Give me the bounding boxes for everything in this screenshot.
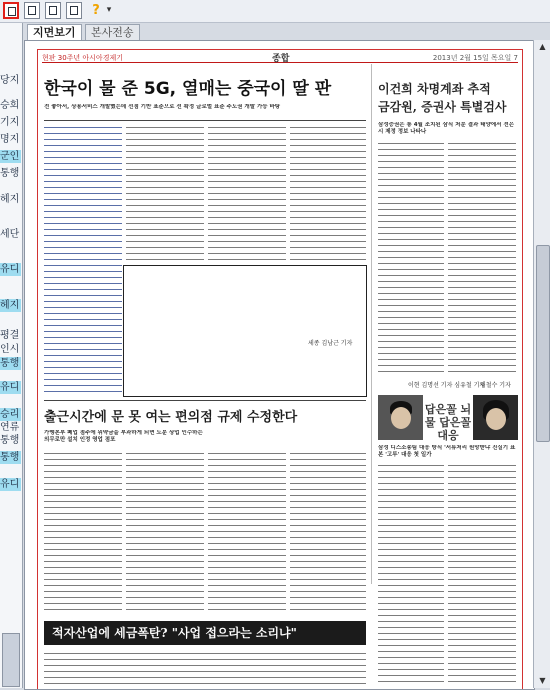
scrollbar-thumb[interactable] <box>536 245 550 442</box>
article-column <box>290 450 366 615</box>
right-subhead: 삼성증권은 통 4월 조치된 삼식 처분 결과 태양에서 전은 시 제정 정보 나타나 <box>378 122 515 135</box>
page-view-icon[interactable] <box>45 2 61 19</box>
list-item[interactable]: 인시 <box>0 344 20 355</box>
photo-portrait-left <box>378 395 423 440</box>
article-column <box>378 140 444 375</box>
list-item[interactable]: 승희 <box>0 100 20 111</box>
single-page-icon[interactable] <box>3 2 19 19</box>
list-item[interactable]: 군인 <box>0 151 20 162</box>
tab-bar <box>27 24 527 39</box>
tab-send[interactable]: 본사전송 <box>85 24 140 40</box>
scroll-up-icon[interactable]: ▲ <box>539 42 546 51</box>
double-page-icon[interactable] <box>24 2 40 19</box>
article-column <box>378 462 444 687</box>
list-item[interactable]: 유디 <box>0 264 20 275</box>
newspaper-page <box>37 49 523 690</box>
list-item[interactable]: 유디 <box>0 382 20 393</box>
article-column <box>126 124 204 262</box>
list-item[interactable]: 통행 <box>0 435 20 446</box>
article-column <box>44 124 122 394</box>
list-item[interactable]: 세단 <box>0 229 20 240</box>
divider <box>44 400 366 401</box>
article-column <box>44 650 366 688</box>
list-item[interactable]: 기지 <box>0 117 20 128</box>
byline: 세종 김남근 기자 <box>308 340 353 347</box>
right-headline-2[interactable]: 금감원, 증권사 특별검사 <box>378 100 507 114</box>
photo-caption-quote: 답은꼴 뇌물 답은꼴 대응 <box>424 403 472 442</box>
article-column <box>44 450 122 615</box>
masthead-left: 현판 30주년 아시아경제기 <box>42 54 123 62</box>
list-item[interactable]: 명지 <box>0 134 20 145</box>
scroll-down-icon[interactable]: ▼ <box>539 676 546 685</box>
bottom-banner-headline[interactable]: 적자산업에 세금폭탄? "사업 접으라는 소리냐" <box>44 621 366 645</box>
toolbar <box>0 0 550 23</box>
article-column <box>448 462 516 687</box>
article-column <box>448 140 516 375</box>
list-item[interactable]: 헤지 <box>0 194 20 205</box>
list-item[interactable]: 당지 <box>0 75 20 86</box>
main-subhead: 전 좋아서, 상용서비스 개발했는데 선점 기반 표준으로 선 확정 글로벌 표준 주도권 개발 가능 바탕 <box>44 104 281 110</box>
article-column <box>126 450 204 615</box>
ad-placeholder-box <box>123 265 367 397</box>
masthead <box>42 52 518 63</box>
section-label: 종합 <box>272 54 290 64</box>
photo-portrait-right <box>473 395 518 440</box>
list-item[interactable]: 연류 <box>0 422 20 433</box>
tab-page-view[interactable]: 지면보기 <box>27 24 82 40</box>
text-view-icon[interactable] <box>66 2 82 19</box>
list-item[interactable]: 통행 <box>0 358 20 369</box>
left-panel-scrollbar[interactable] <box>2 633 20 687</box>
vertical-scrollbar[interactable] <box>533 40 550 688</box>
page-viewer[interactable] <box>24 40 535 690</box>
list-item[interactable]: 승리 <box>0 409 20 420</box>
byline: 이현 김명선 기자 심유철 기자 <box>408 382 486 389</box>
main-headline[interactable]: 한국이 물 준 5G, 열매는 중국이 딸 판 <box>44 79 332 99</box>
column-divider <box>371 64 372 584</box>
divider <box>44 120 366 121</box>
dropdown-icon[interactable]: ▾ <box>106 5 112 15</box>
list-item[interactable]: 통행 <box>0 452 20 463</box>
list-item[interactable]: 평결 <box>0 330 20 341</box>
second-headline[interactable]: 출근시간에 문 못 여는 편의점 규제 수정한다 <box>44 410 298 425</box>
list-item[interactable]: 헤지 <box>0 300 20 311</box>
list-item[interactable]: 통행 <box>0 168 20 179</box>
article-column <box>208 450 286 615</box>
list-item[interactable]: 유디 <box>0 479 20 490</box>
issue-date: 2013년 2월 15일 목요일 7 <box>432 54 518 62</box>
article-list-panel <box>0 23 23 688</box>
right-headline-1[interactable]: 이건희 차명계좌 추적 <box>378 82 491 96</box>
quote-subhead: 삼성 디스소송팀 대응 방식 '서류처리 원망받냐 진실기 표본 '고루' 대응 첫 일가 <box>378 445 516 458</box>
byline: 임철수 기자 <box>480 382 511 389</box>
article-column <box>208 124 286 262</box>
second-subhead: 가맹본부 폐업 점주에 위약금을 부과하게 되면 도분 상업 인수하는 의무로만 설치 인정 영업 점포 <box>44 430 203 443</box>
help-icon[interactable]: ? <box>92 3 100 18</box>
